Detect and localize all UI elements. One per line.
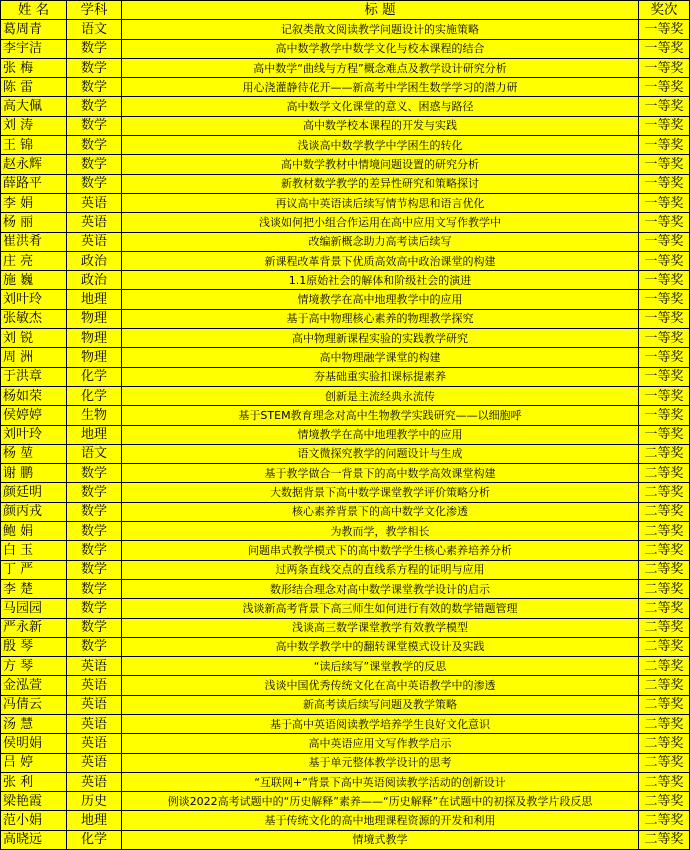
table-row	[1, 425, 690, 444]
title-cell: 再议高中英语读后续写情节构思和语言优化	[122, 193, 639, 212]
subject-cell: 数学	[67, 560, 122, 579]
award-cell: 二等奖	[639, 792, 690, 811]
title-cell: 为教而学，教学相长	[122, 522, 639, 541]
name-cell: 吕 婷	[1, 753, 67, 772]
award-cell: 一等奖	[639, 290, 690, 309]
subject-cell: 物理	[67, 348, 122, 367]
award-cell: 二等奖	[639, 714, 690, 733]
table-row	[1, 792, 690, 811]
name-cell: 李 娟	[1, 193, 67, 212]
table-row	[1, 444, 690, 463]
subject-cell: 数学	[67, 599, 122, 618]
name-cell: 刘叶玲	[1, 290, 67, 309]
subject-cell: 政治	[67, 271, 122, 290]
award-cell: 二等奖	[639, 541, 690, 560]
title-cell: 高中物理融学课堂的构建	[122, 348, 639, 367]
table-body	[1, 20, 690, 850]
award-cell: 二等奖	[639, 599, 690, 618]
award-cell: 二等奖	[639, 695, 690, 714]
award-cell: 一等奖	[639, 309, 690, 328]
award-cell: 二等奖	[639, 464, 690, 483]
subject-cell: 英语	[67, 213, 122, 232]
name-cell: 马园园	[1, 599, 67, 618]
title-cell: 基于传统文化的高中地理课程资源的开发和利用	[122, 811, 639, 830]
subject-cell: 历史	[67, 792, 122, 811]
title-cell: 大数据背景下高中数学课堂教学评价策略分析	[122, 483, 639, 502]
table-row	[1, 406, 690, 425]
award-cell: 一等奖	[639, 386, 690, 405]
subject-cell: 英语	[67, 676, 122, 695]
table-row	[1, 811, 690, 830]
title-cell: 高中数学教学中的翻转课堂模式设计及实践	[122, 637, 639, 656]
table-row	[1, 193, 690, 212]
table-row	[1, 599, 690, 618]
award-cell: 一等奖	[639, 271, 690, 290]
award-cell: 一等奖	[639, 329, 690, 348]
subject-cell: 政治	[67, 251, 122, 270]
award-cell: 二等奖	[639, 830, 690, 849]
name-cell: 汤 慧	[1, 714, 67, 733]
table-row	[1, 367, 690, 386]
name-cell: 范小娟	[1, 811, 67, 830]
title-cell: 情境教学在高中地理教学中的应用	[122, 425, 639, 444]
title-cell: 高中英语应用文写作教学启示	[122, 734, 639, 753]
title-cell: 高中数学“曲线与方程”概念难点及教学设计研究分析	[122, 58, 639, 77]
subject-cell: 英语	[67, 657, 122, 676]
title-cell: 浅谈高三数学课堂教学有效教学模型	[122, 618, 639, 637]
subject-cell: 英语	[67, 772, 122, 791]
name-cell: 李 楚	[1, 579, 67, 598]
award-cell: 一等奖	[639, 406, 690, 425]
name-cell: 葛周青	[1, 20, 67, 39]
name-cell: 侯明娟	[1, 734, 67, 753]
title-cell: 基于教学做合一背景下的高中数学高效课堂构建	[122, 464, 639, 483]
name-cell: 于洪章	[1, 367, 67, 386]
name-cell: 杨 堃	[1, 444, 67, 463]
subject-cell: 数学	[67, 155, 122, 174]
title-cell: 基于STEM教育理念对高中生物教学实践研究——以细胞呼	[122, 406, 639, 425]
name-cell: 施 巍	[1, 271, 67, 290]
table-row	[1, 174, 690, 193]
title-cell: 高中数学文化课堂的意义、困惑与路径	[122, 97, 639, 116]
title-cell: 浅谈如何把小组合作运用在高中应用文写作教学中	[122, 213, 639, 232]
table-row	[1, 657, 690, 676]
table-row	[1, 579, 690, 598]
title-cell: “读后续写”课堂教学的反思	[122, 657, 639, 676]
subject-cell: 物理	[67, 309, 122, 328]
subject-cell: 数学	[67, 116, 122, 135]
subject-cell: 英语	[67, 232, 122, 251]
table-row	[1, 830, 690, 849]
name-cell: 侯婷婷	[1, 406, 67, 425]
subject-cell: 数学	[67, 579, 122, 598]
subject-cell: 数学	[67, 58, 122, 77]
name-cell: 杨 丽	[1, 213, 67, 232]
table-row	[1, 502, 690, 521]
subject-cell: 化学	[67, 830, 122, 849]
award-cell: 二等奖	[639, 522, 690, 541]
subject-cell: 数学	[67, 618, 122, 637]
subject-cell: 地理	[67, 425, 122, 444]
name-cell: 颜廷明	[1, 483, 67, 502]
subject-cell: 数学	[67, 39, 122, 58]
award-cell: 一等奖	[639, 136, 690, 155]
table-row	[1, 136, 690, 155]
header-row	[1, 1, 690, 20]
table-row	[1, 271, 690, 290]
name-cell: 金泓萱	[1, 676, 67, 695]
award-cell: 二等奖	[639, 676, 690, 695]
title-cell: 例谈2022高考试题中的“历史解释”素养——“历史解释”在试题中的初探及教学片段反思	[122, 792, 639, 811]
subject-cell: 数学	[67, 464, 122, 483]
name-cell: 刘叶玲	[1, 425, 67, 444]
table-row	[1, 348, 690, 367]
title-cell: 新高考读后续写问题及教学策略	[122, 695, 639, 714]
title-cell: 改编新概念助力高考读后续写	[122, 232, 639, 251]
award-cell: 一等奖	[639, 58, 690, 77]
name-cell: 王 锦	[1, 136, 67, 155]
table-row	[1, 541, 690, 560]
table-row	[1, 753, 690, 772]
subject-cell: 英语	[67, 193, 122, 212]
name-cell: 李宇洁	[1, 39, 67, 58]
table-row	[1, 483, 690, 502]
table-row	[1, 560, 690, 579]
header-subject: 学科	[67, 1, 122, 20]
title-cell: 高中数学教材中情境问题设置的研究分析	[122, 155, 639, 174]
award-cell: 二等奖	[639, 734, 690, 753]
subject-cell: 语文	[67, 20, 122, 39]
award-cell: 一等奖	[639, 174, 690, 193]
name-cell: 崔洪肴	[1, 232, 67, 251]
award-cell: 二等奖	[639, 618, 690, 637]
name-cell: 赵永辉	[1, 155, 67, 174]
table-row	[1, 290, 690, 309]
award-cell: 一等奖	[639, 348, 690, 367]
award-cell: 一等奖	[639, 97, 690, 116]
award-cell: 一等奖	[639, 251, 690, 270]
table-row	[1, 155, 690, 174]
name-cell: 杨如荣	[1, 386, 67, 405]
table-row	[1, 714, 690, 733]
name-cell: 刘 涛	[1, 116, 67, 135]
table-row	[1, 251, 690, 270]
title-cell: 问题串式教学模式下的高中数学学生核心素养培养分析	[122, 541, 639, 560]
award-cell: 二等奖	[639, 444, 690, 463]
title-cell: 基于单元整体教学设计的思考	[122, 753, 639, 772]
title-cell: 夯基础重实验扣课标提素养	[122, 367, 639, 386]
award-cell: 二等奖	[639, 483, 690, 502]
name-cell: 白 玉	[1, 541, 67, 560]
award-cell: 一等奖	[639, 213, 690, 232]
name-cell: 周 洲	[1, 348, 67, 367]
table-row	[1, 676, 690, 695]
subject-cell: 数学	[67, 97, 122, 116]
subject-cell: 数学	[67, 541, 122, 560]
name-cell: 梁艳霞	[1, 792, 67, 811]
table-row	[1, 20, 690, 39]
subject-cell: 英语	[67, 714, 122, 733]
table-row	[1, 58, 690, 77]
title-cell: 浅谈高中数学教学中学困生的转化	[122, 136, 639, 155]
title-cell: 高中数学校本课程的开发与实践	[122, 116, 639, 135]
award-cell: 二等奖	[639, 560, 690, 579]
title-cell: 新课程改革背景下优质高效高中政治课堂的构建	[122, 251, 639, 270]
table-row	[1, 618, 690, 637]
subject-cell: 数学	[67, 522, 122, 541]
title-cell: 新教材数学教学的差异性研究和策略探讨	[122, 174, 639, 193]
subject-cell: 数学	[67, 483, 122, 502]
name-cell: 方 琴	[1, 657, 67, 676]
title-cell: 浅谈新高考背景下高三师生如何进行有效的数学错题管理	[122, 599, 639, 618]
header-title: 标 题	[122, 1, 639, 20]
name-cell: 张敏杰	[1, 309, 67, 328]
name-cell: 谢 鹏	[1, 464, 67, 483]
title-cell: 创新是主流经典永流传	[122, 386, 639, 405]
title-cell: 过两条直线交点的直线系方程的证明与应用	[122, 560, 639, 579]
award-cell: 二等奖	[639, 502, 690, 521]
table-row	[1, 232, 690, 251]
award-cell: 一等奖	[639, 367, 690, 386]
title-cell: 记叙类散文阅读教学问题设计的实施策略	[122, 20, 639, 39]
name-cell: 严永新	[1, 618, 67, 637]
title-cell: 语文微探究教学的问题设计与生成	[122, 444, 639, 463]
subject-cell: 地理	[67, 290, 122, 309]
header-name: 姓 名	[1, 1, 67, 20]
subject-cell: 数学	[67, 637, 122, 656]
subject-cell: 语文	[67, 444, 122, 463]
award-cell: 二等奖	[639, 753, 690, 772]
name-cell: 高晓远	[1, 830, 67, 849]
award-cell: 二等奖	[639, 811, 690, 830]
award-cell: 一等奖	[639, 425, 690, 444]
table-row	[1, 522, 690, 541]
name-cell: 冯倩云	[1, 695, 67, 714]
award-cell: 一等奖	[639, 193, 690, 212]
name-cell: 刘 锐	[1, 329, 67, 348]
name-cell: 颜丙戎	[1, 502, 67, 521]
award-cell: 二等奖	[639, 637, 690, 656]
table-row	[1, 309, 690, 328]
subject-cell: 数学	[67, 174, 122, 193]
subject-cell: 地理	[67, 811, 122, 830]
name-cell: 鲍 娟	[1, 522, 67, 541]
title-cell: 1.1原始社会的解体和阶级社会的演进	[122, 271, 639, 290]
name-cell: 丁 严	[1, 560, 67, 579]
table-row	[1, 772, 690, 791]
subject-cell: 物理	[67, 329, 122, 348]
title-cell: 数形结合理念对高中数学课堂教学设计的启示	[122, 579, 639, 598]
subject-cell: 数学	[67, 136, 122, 155]
name-cell: 高大佩	[1, 97, 67, 116]
name-cell: 庄 亮	[1, 251, 67, 270]
name-cell: 张 梅	[1, 58, 67, 77]
name-cell: 殷 琴	[1, 637, 67, 656]
title-cell: 情境教学在高中地理教学中的应用	[122, 290, 639, 309]
table-row	[1, 386, 690, 405]
subject-cell: 化学	[67, 367, 122, 386]
title-cell: 基于高中英语阅读教学培养学生良好文化意识	[122, 714, 639, 733]
award-cell: 一等奖	[639, 78, 690, 97]
subject-cell: 化学	[67, 386, 122, 405]
title-cell: 情境式教学	[122, 830, 639, 849]
subject-cell: 数学	[67, 78, 122, 97]
award-cell: 二等奖	[639, 579, 690, 598]
title-cell: 高中数学教学中数学文化与校本课程的结合	[122, 39, 639, 58]
table-row	[1, 116, 690, 135]
table-row	[1, 695, 690, 714]
table-row	[1, 734, 690, 753]
table-row	[1, 464, 690, 483]
table-row	[1, 213, 690, 232]
subject-cell: 英语	[67, 695, 122, 714]
award-cell: 一等奖	[639, 39, 690, 58]
title-cell: 浅谈中国优秀传统文化在高中英语教学中的渗透	[122, 676, 639, 695]
subject-cell: 生物	[67, 406, 122, 425]
award-cell: 一等奖	[639, 232, 690, 251]
award-cell: 二等奖	[639, 772, 690, 791]
award-cell: 二等奖	[639, 657, 690, 676]
table-row	[1, 637, 690, 656]
title-cell: 用心浇灌静待花开——新高考中学困生数学学习的潜力研	[122, 78, 639, 97]
title-cell: 核心素养背景下的高中数学文化渗透	[122, 502, 639, 521]
subject-cell: 英语	[67, 753, 122, 772]
subject-cell: 数学	[67, 502, 122, 521]
title-cell: 基于高中物理核心素养的物理教学探究	[122, 309, 639, 328]
award-cell: 一等奖	[639, 20, 690, 39]
table-row	[1, 78, 690, 97]
title-cell: 高中物理新课程实验的实践教学研究	[122, 329, 639, 348]
table-row	[1, 97, 690, 116]
award-cell: 一等奖	[639, 155, 690, 174]
award-cell: 一等奖	[639, 116, 690, 135]
name-cell: 张 利	[1, 772, 67, 791]
title-cell: “互联网+”背景下高中英语阅读教学活动的创新设计	[122, 772, 639, 791]
header-award: 奖次	[639, 1, 690, 20]
subject-cell: 英语	[67, 734, 122, 753]
name-cell: 陈 雷	[1, 78, 67, 97]
table-row	[1, 39, 690, 58]
table-row	[1, 329, 690, 348]
name-cell: 薛路平	[1, 174, 67, 193]
